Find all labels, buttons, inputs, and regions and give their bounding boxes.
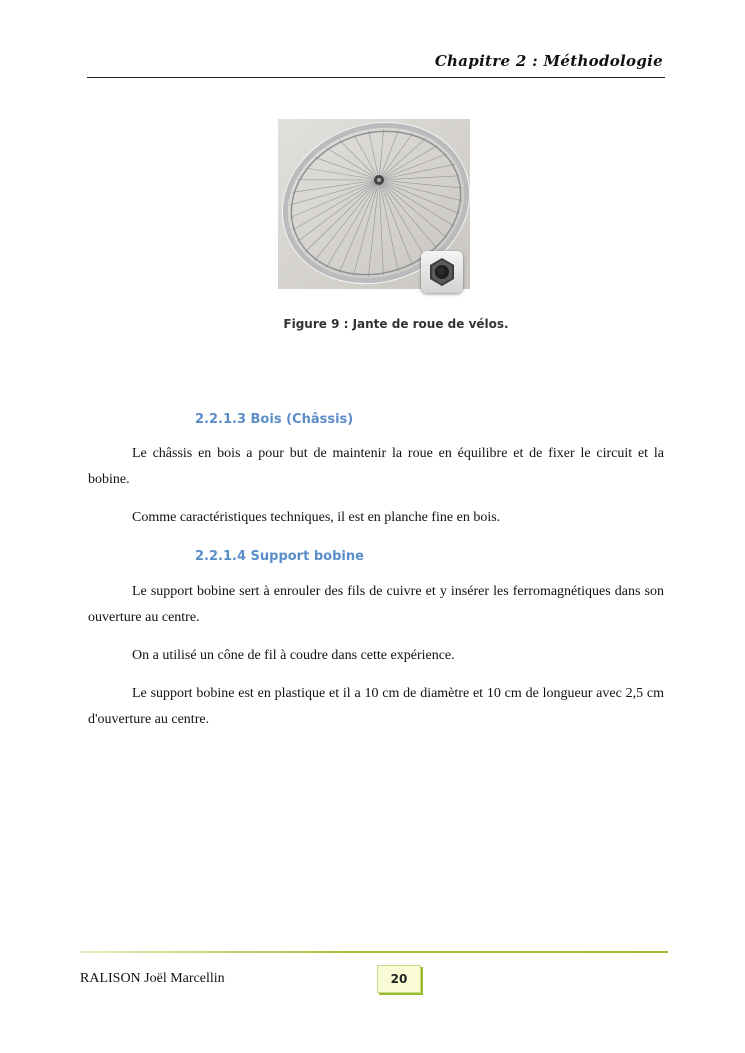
footer-divider: [80, 951, 668, 953]
hex-nut-icon: [421, 251, 463, 293]
footer-author: RALISON Joël Marcellin: [80, 971, 225, 986]
paragraph: Le châssis en bois a pour but de maintenir la roue en équilibre et de fixer le circuit et la bobine.: [88, 446, 664, 487]
paragraph: Le support bobine sert à enrouler des fils de cuivre et y insérer les ferromagnétiques dans son ouverture au centre.: [88, 584, 664, 625]
chapter-title: Chapitre 2 : Méthodologie: [434, 52, 663, 70]
section-heading-bois: 2.2.1.3 Bois (Châssis): [195, 412, 354, 427]
page-number: 20: [377, 965, 421, 993]
paragraph: On a utilisé un cône de fil à coudre dans cette expérience.: [132, 648, 455, 663]
paragraph: Comme caractéristiques techniques, il est en planche fine en bois.: [132, 510, 501, 525]
paragraph: Le support bobine est en plastique et il a 10 cm de diamètre et 10 cm de longueur avec 2,5 cm d'ouverture au centre.: [88, 686, 664, 727]
figure-caption: Figure 9 : Jante de roue de vélos.: [283, 317, 509, 331]
header-divider: [87, 77, 665, 78]
section-heading-support-bobine: 2.2.1.4 Support bobine: [195, 549, 364, 564]
